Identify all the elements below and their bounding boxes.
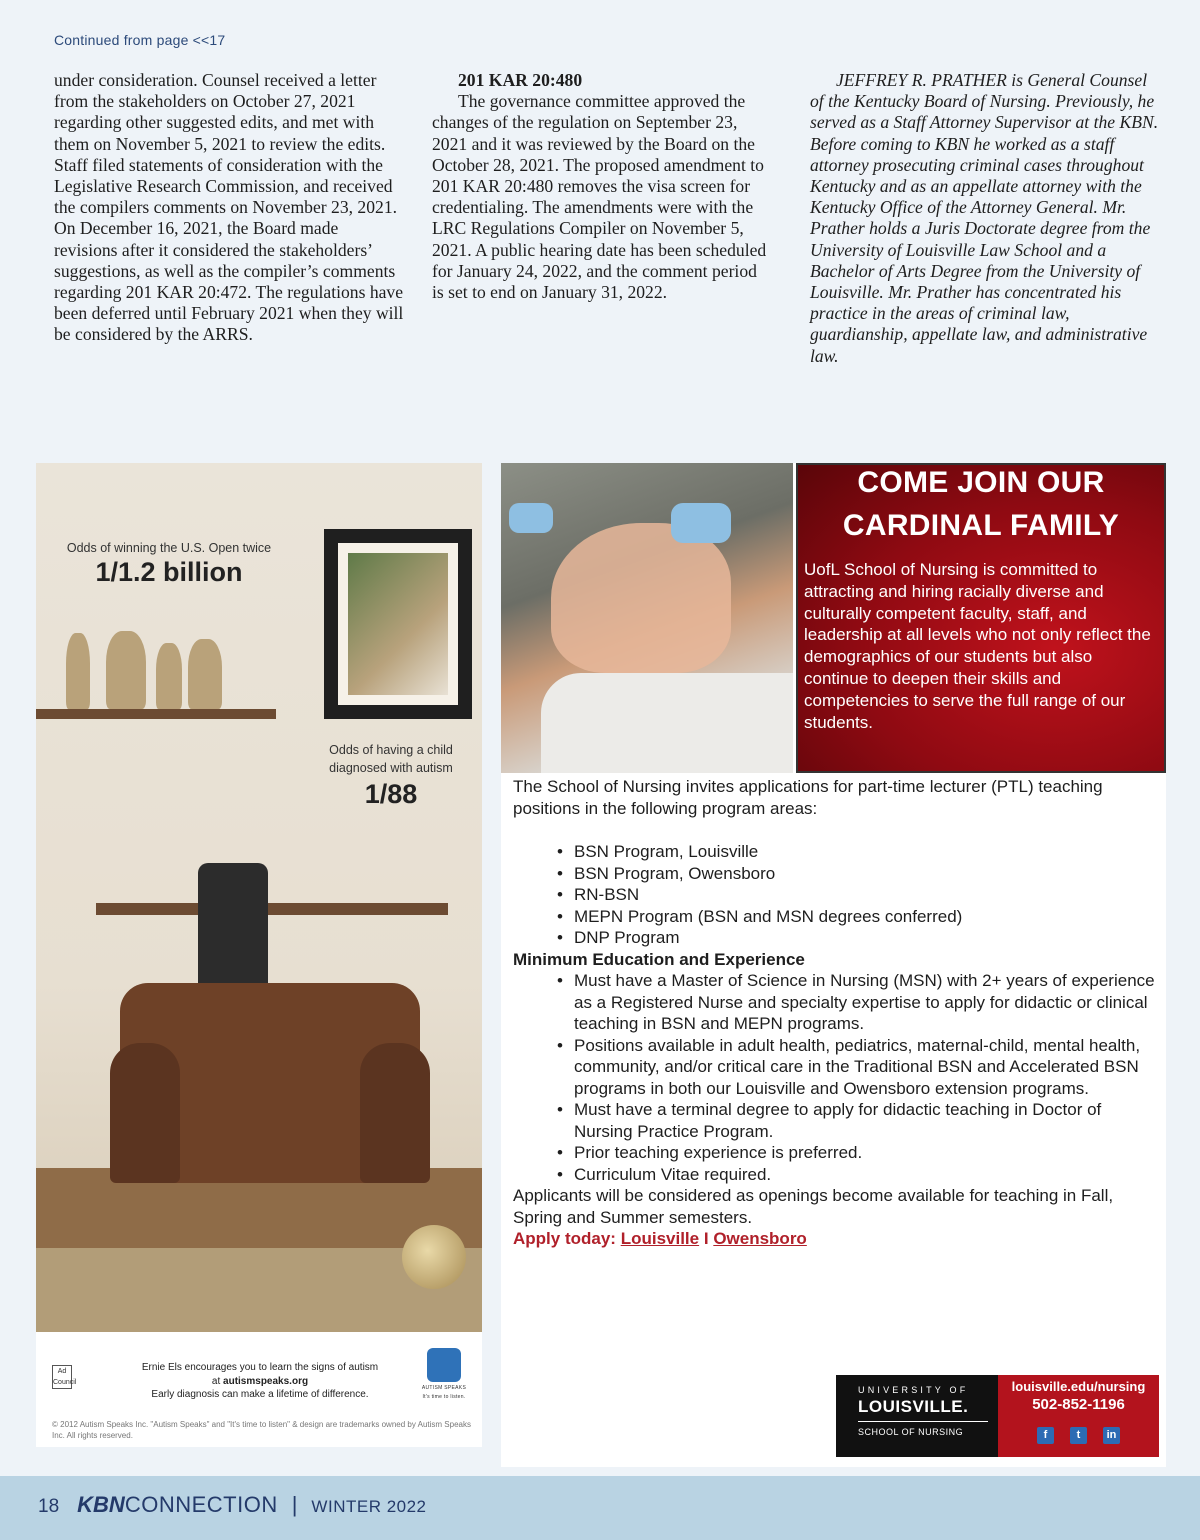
publication-kbn: KBN — [77, 1492, 125, 1517]
trophy-image — [106, 631, 146, 709]
list-item: • BSN Program, Louisville — [557, 841, 1163, 863]
continued-note: Continued from page <<17 — [54, 32, 226, 48]
article-column-1 — [54, 70, 404, 346]
list-item: • Must have a terminal degree to apply for didactic teaching in Doctor of Nursing Practice Program. — [557, 1099, 1163, 1142]
stat-autism — [316, 741, 466, 810]
globe-image — [402, 1225, 466, 1289]
ad-footer — [36, 1332, 482, 1447]
requirements-heading: Minimum Education and Experience — [513, 949, 805, 969]
logo-text: AUTISM SPEAKS — [421, 1385, 467, 1391]
twitter-icon[interactable]: t — [1070, 1427, 1087, 1444]
list-item: • BSN Program, Owensboro — [557, 863, 1163, 885]
panel-text: UofL School of Nursing is committed to attracting and hiring racially diverse and culturally competent faculty, staff, and leadership at all levels who not only reflect the demographics of our students but also continue to deepen their skills and competencies to serve the full range of our students. — [804, 560, 1151, 732]
list-item: • Prior teaching experience is preferred. — [557, 1142, 1163, 1164]
trophy-image — [188, 639, 222, 709]
copyright: © 2012 Autism Speaks Inc. "Autism Speaks" and "It's time to listen" & design are trademarks owned by Autism Speaks Inc. All rights reserved. — [52, 1420, 471, 1440]
ad-message-prefix: at — [211, 1375, 224, 1387]
autism-speaks-ad — [36, 463, 482, 1447]
website-link[interactable]: louisville.edu/nursing — [1011, 1379, 1146, 1394]
page-number: 18 — [38, 1496, 60, 1517]
shelf — [96, 903, 448, 915]
article-text: The governance committee approved the changes of the regulation on September 23, 2021 and it was reviewed by the Board on the October 28, 2021. The proposed amendment to 201 KAR 20:480 removes the visa screen for credentialing. The amendments were with the LRC Regulations Compiler on November 5, 2021. A public hearing date has been scheduled for January 24, 2022, and the comment period is set to end on January 31, 2022. — [432, 91, 767, 303]
autismspeaks-link[interactable]: autismspeaks.org — [223, 1375, 309, 1387]
list-item: • RN-BSN — [557, 884, 1163, 906]
intro-text: The School of Nursing invites applications for part-time lecturer (PTL) teaching positions in the following program areas: — [513, 777, 1103, 818]
photo-frame — [324, 529, 472, 719]
apply-owensboro-link[interactable]: Owensboro — [713, 1229, 807, 1248]
uofl-logo-block — [836, 1375, 1159, 1457]
issue-label: WINTER 2022 — [311, 1497, 427, 1516]
ad-message-line — [100, 1375, 420, 1389]
armchair-image — [120, 983, 420, 1183]
publication-connection: CONNECTION — [124, 1492, 278, 1517]
list-item: • Must have a Master of Science in Nursing (MSN) with 2+ years of experience as a Registered Nurse and specialty expertise to apply for didactic or clinical teaching in BSN and MEPN programs. — [557, 970, 1163, 1035]
list-item: • MEPN Program (BSN and MSN degrees conferred) — [557, 906, 1163, 928]
stat-value: 1/1.2 billion — [95, 557, 243, 587]
list-item: • DNP Program — [557, 927, 1163, 949]
golf-bag-image — [198, 863, 268, 1003]
panel-headline: COME JOIN OUR CARDINAL FAMILY — [842, 466, 1120, 542]
puzzle-piece-icon — [427, 1348, 461, 1382]
apply-line — [513, 1228, 1163, 1250]
logo-university: UNIVERSITY OF — [858, 1385, 969, 1395]
stat-label: Odds of winning the U.S. Open twice — [66, 541, 272, 555]
job-listing — [513, 776, 1163, 1250]
apply-label: Apply today: — [513, 1229, 616, 1248]
ad-photo — [36, 463, 482, 1332]
list-item: • Positions available in adult health, pediatrics, maternal-child, mental health, community, and/or critical care in the Traditional BSN and Accelerated BSN programs in both our Louisville and Owensboro extension programs. — [557, 1035, 1163, 1100]
stat-value: 1/88 — [364, 779, 418, 809]
uofl-logo — [836, 1375, 998, 1457]
nursing-photo — [501, 463, 793, 773]
ad-message-line: Early diagnosis can make a lifetime of difference. — [151, 1389, 369, 1400]
shelf — [36, 709, 276, 719]
ad-message-line: Ernie Els encourages you to learn the signs of autism — [141, 1362, 379, 1373]
contact-box — [998, 1375, 1159, 1457]
linkedin-icon[interactable]: in — [1103, 1427, 1120, 1444]
page-footer — [0, 1476, 1200, 1540]
stat-us-open — [36, 541, 302, 588]
program-list — [557, 841, 1163, 949]
logo-school: SCHOOL OF NURSING — [858, 1427, 964, 1437]
trophy-image — [66, 633, 90, 709]
ad-council-logo: Ad Council — [52, 1365, 72, 1389]
trophy-image — [156, 643, 182, 709]
article-column-2 — [432, 70, 772, 303]
bio-text: JEFFREY R. PRATHER is General Counsel of the Kentucky Board of Nursing. Previously, he served as a Staff Attorney Supervisor at the KBN. Before coming to KBN he worked as a staff attorney prosecuting criminal cases throughout Kentucky and as an appellate attorney with the Kentucky Office of the Attorney General. Mr. Prather holds a Juris Doctorate degree from the University of Louisville Law School and a Bachelor of Arts Degree from the University of Louisville. Mr. Prather has concentrated his practice in the areas of criminal law, guardianship, appellate law, and administrative law. — [810, 70, 1159, 366]
section-heading: 201 KAR 20:480 — [458, 70, 583, 90]
recruitment-panel — [796, 463, 1166, 773]
footer-separator: | — [291, 1492, 298, 1517]
list-item: • Curriculum Vitae required. — [557, 1164, 1163, 1186]
requirements-list — [557, 970, 1163, 1185]
author-bio — [810, 70, 1160, 367]
facebook-icon[interactable]: f — [1037, 1427, 1054, 1444]
autism-speaks-logo — [414, 1348, 474, 1400]
article-text: under consideration. Counsel received a letter from the stakeholders on October 27, 2021 regarding other suggested edits, and met with them on November 5, 2021 to review the edits. Staff filed statements of consideration with the Legislative Research Commission, and received the compilers comments on November 23, 2021. On December 16, 2021, the Board made revisions after it considered the stakeholders’ suggestions, as well as the compiler’s comments regarding 201 KAR 20:472. The regulations have been deferred until February 2021 when they will be considered by the ARRS. — [54, 70, 404, 345]
availability-text: Applicants will be considered as openings become available for teaching in Fall, Spring and Summer semesters. — [513, 1186, 1114, 1227]
stat-label: Odds of having a child diagnosed with autism — [329, 743, 453, 775]
social-links — [998, 1427, 1159, 1444]
uofl-nursing-ad — [501, 463, 1166, 1467]
logo-louisville: LOUISVILLE. — [858, 1397, 988, 1422]
logo-tagline: It's time to listen. — [422, 1394, 466, 1400]
ad-message — [100, 1361, 420, 1402]
apply-louisville-link[interactable]: Louisville — [620, 1229, 700, 1248]
apply-separator: I — [703, 1229, 709, 1248]
phone-number: 502-852-1196 — [1032, 1396, 1125, 1413]
